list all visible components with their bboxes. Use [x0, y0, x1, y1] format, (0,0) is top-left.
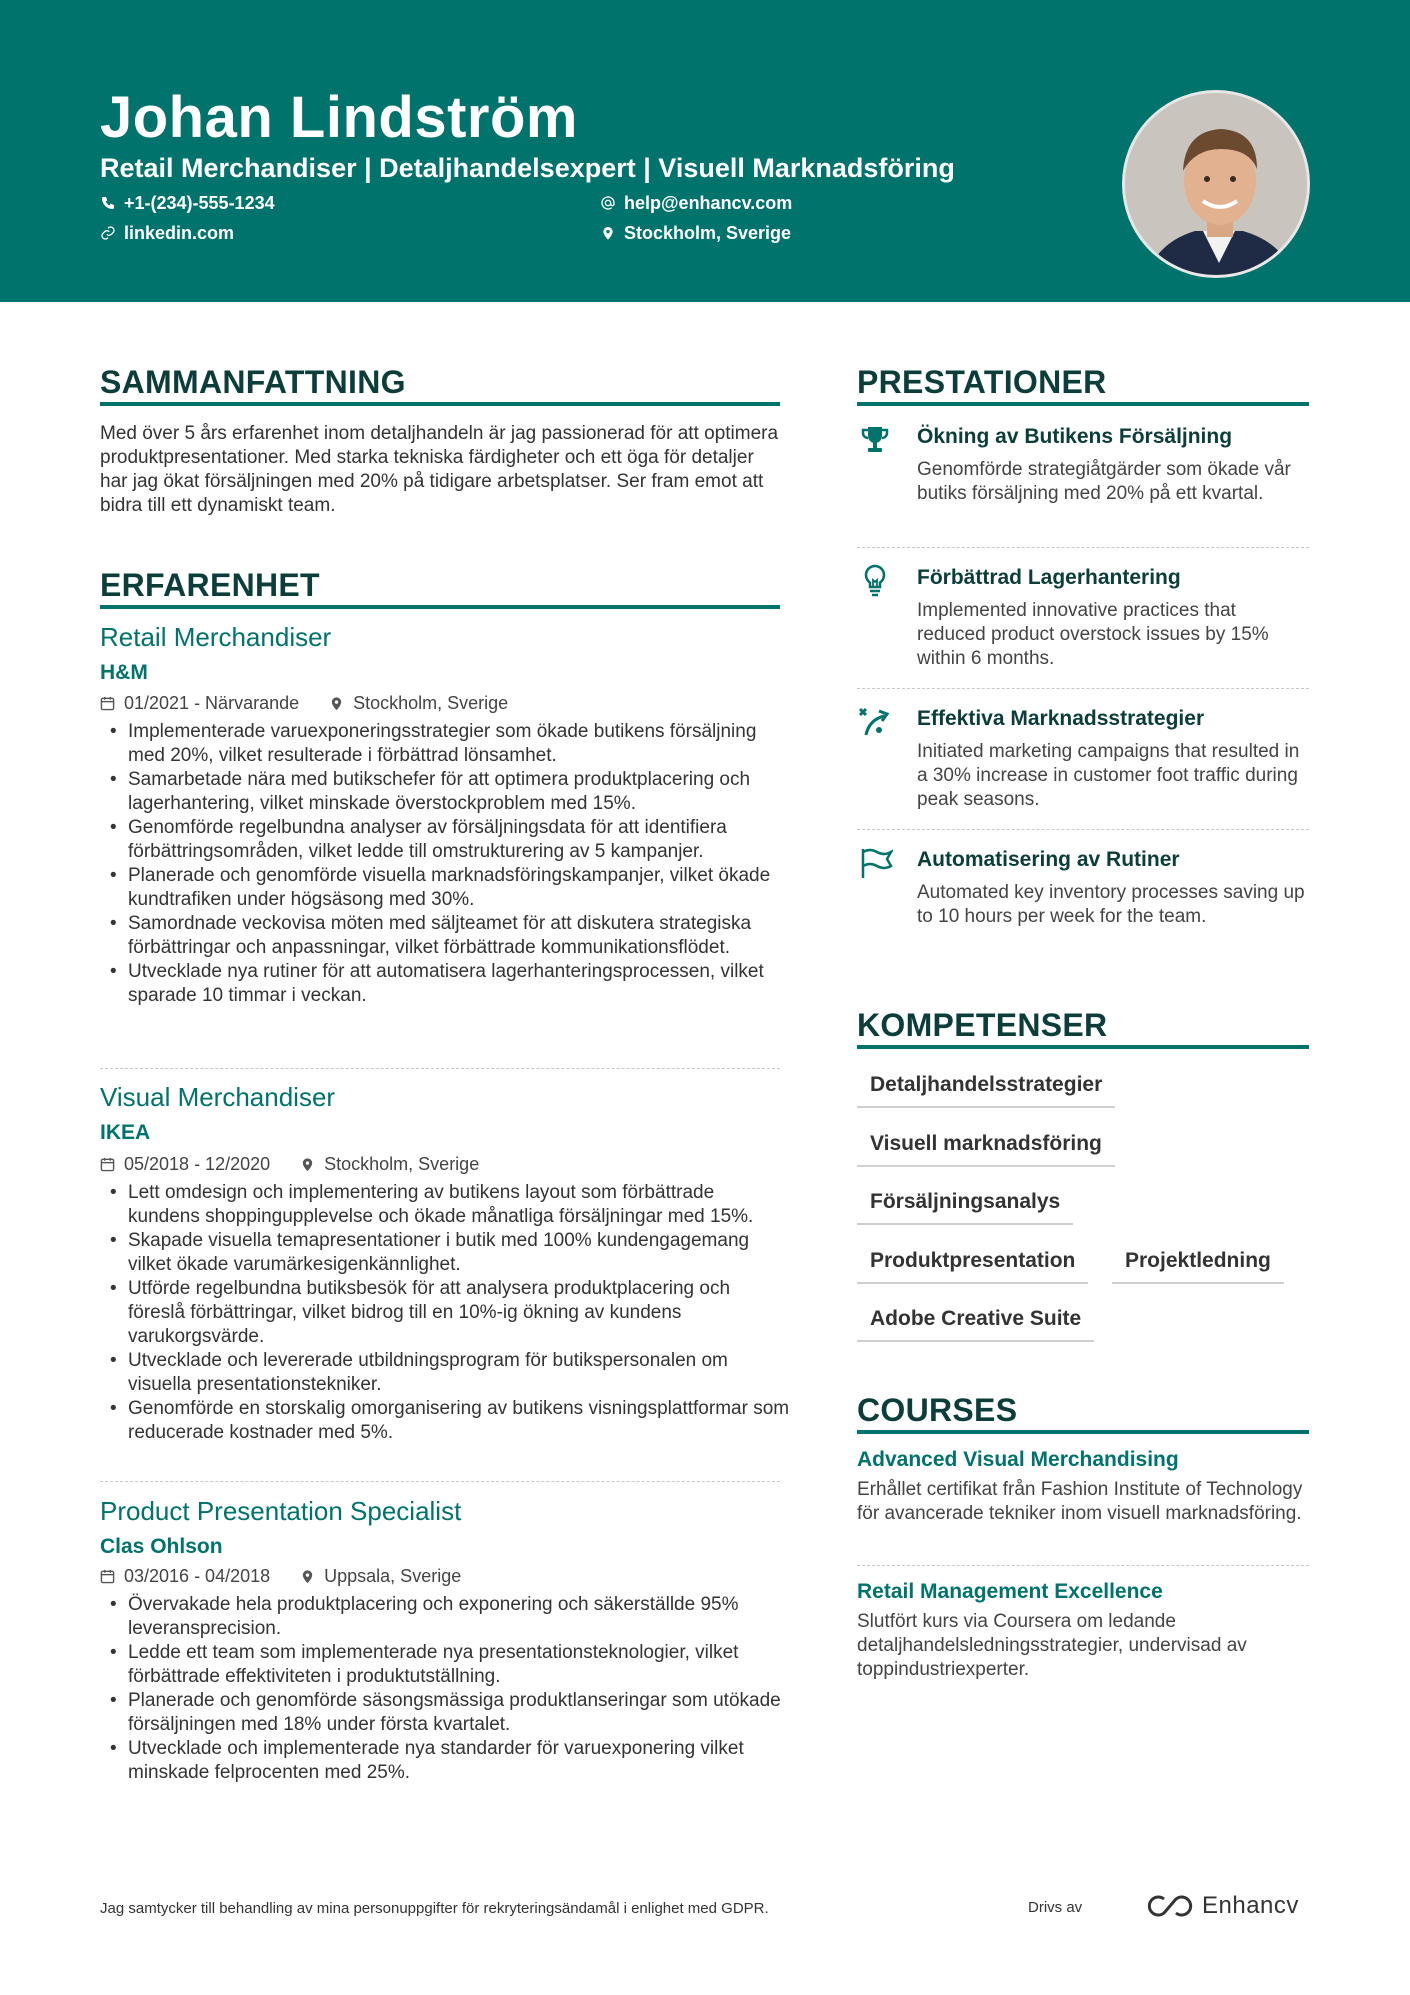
courses-heading: COURSES — [857, 1392, 1018, 1428]
achievement-item — [857, 704, 1309, 824]
location-pin-icon — [300, 1157, 315, 1172]
candidate-subtitle: Retail Merchandiser | Detaljhandelsexpert | Visuell Marknadsföring — [100, 153, 955, 183]
achievement-item — [857, 422, 1309, 542]
job-bullet: • Utvecklade och implementerade nya standarder för varuexponering vilket minskade felprocenten med 25%. — [100, 1737, 790, 1785]
job-bullet: • Samarbetade nära med butikschefer för att optimera produktplacering och lagerhantering, vilket minskade överstockproblem med 15%. — [100, 768, 790, 816]
candidate-name: Johan Lindström — [100, 85, 578, 150]
calendar-icon — [100, 696, 115, 711]
achievement-desc: Implemented innovative practices that reduced product overstock issues by 15% within 6 months. — [917, 600, 1269, 669]
phone-text: +1-(234)-555-1234 — [124, 193, 275, 213]
divider — [857, 688, 1309, 689]
job-bullet: • Samordnade veckovisa möten med säljteamet för att diskutera strategiska förbättringar och anpassningar, vilket förbättrade kommunikationsflödet. — [100, 912, 790, 960]
divider — [100, 1068, 780, 1069]
location-pin-icon — [300, 1569, 315, 1584]
resume-header — [0, 0, 1410, 302]
course-desc: Slutfört kurs via Coursera om ledande detaljhandelsledningsstrategier, undervisad av toppindustriexperter. — [857, 1611, 1247, 1680]
job-bullet: • Utvecklade nya rutiner för att automatisera lagerhanteringsprocessen, vilket sparade 10 timmar i veckan. — [100, 960, 790, 1008]
lightbulb-icon — [857, 563, 893, 599]
company-name: IKEA — [100, 1121, 151, 1144]
skill-tag: Detaljhandelsstrategier — [857, 1072, 1115, 1108]
skills-rule — [857, 1045, 1309, 1049]
location-text: Stockholm, Sverige — [624, 223, 792, 243]
enhancv-brand: Enhancv — [1202, 1892, 1299, 1919]
job-meta — [100, 692, 508, 714]
job-meta — [100, 1565, 461, 1587]
contact-linkedin[interactable] — [100, 221, 234, 245]
achievement-title: Effektiva Marknadsstrategier — [917, 707, 1205, 730]
profile-photo — [1125, 93, 1310, 278]
contact-phone — [100, 191, 275, 215]
contact-location — [600, 221, 791, 245]
job-bullet: • Implementerade varuexponeringsstrategier som ökade butikens försäljning med 20%, vilket resulterade i förbättrad lönsamhet. — [100, 720, 790, 768]
divider — [857, 829, 1309, 830]
job-dates: 05/2018 - 12/2020 — [124, 1154, 271, 1174]
achievement-title: Ökning av Butikens Försäljning — [917, 425, 1233, 448]
skill-tag: Produktpresentation — [857, 1248, 1088, 1284]
enhancv-logo[interactable] — [1146, 1892, 1299, 1920]
powered-by-label: Drivs av — [1028, 1899, 1083, 1916]
job-dates: 01/2021 - Närvarande — [124, 693, 300, 713]
course-title: Retail Management Excellence — [857, 1580, 1163, 1603]
achievement-desc: Initiated marketing campaigns that resulted in a 30% increase in customer foot traffic during peak seasons. — [917, 741, 1300, 810]
email-text[interactable]: help@enhancv.com — [624, 193, 793, 213]
course-title: Advanced Visual Merchandising — [857, 1448, 1179, 1471]
job-bullet: • Genomförde en storskalig omorganisering av butikens visningsplattformar som reducerade kostnader med 5%. — [100, 1397, 790, 1445]
at-icon — [600, 195, 616, 211]
skill-tag: Projektledning — [1112, 1248, 1284, 1284]
job-bullet: • Planerade och genomförde säsongsmässiga produktlanseringar som utökade försäljningen med 18% under första kvartalet. — [100, 1689, 790, 1737]
flag-icon — [857, 845, 893, 881]
job-meta — [100, 1153, 479, 1175]
divider — [857, 1565, 1309, 1566]
skill-tag: Adobe Creative Suite — [857, 1306, 1094, 1342]
summary-text: Med över 5 års erfarenhet inom detaljhandeln är jag passionerad för att optimera produktpresentationer. Med starka tekniska färdigheter och ett öga för detaljer har jag ökat försäljningen med 20% på tidigare arbetsplatser. Ser fram emot att bidra till ett dynamiskt team. — [100, 423, 779, 516]
divider — [857, 547, 1309, 548]
divider — [100, 1481, 780, 1482]
job-location: Stockholm, Sverige — [324, 1154, 480, 1174]
course-desc: Erhållet certifikat från Fashion Institute of Technology för avancerade tekniker inom visuell marknadsföring. — [857, 1479, 1303, 1524]
summary-rule — [100, 402, 780, 406]
experience-rule — [100, 605, 780, 609]
job-title: Visual Merchandiser — [100, 1082, 336, 1112]
phone-icon — [100, 195, 116, 211]
contact-email[interactable] — [600, 191, 792, 215]
job-bullet: • Planerade och genomförde visuella marknadsföringskampanjer, vilket ökade kundtrafiken under högsäsong med 30%. — [100, 864, 790, 912]
achievement-title: Förbättrad Lagerhantering — [917, 566, 1181, 589]
experience-heading: ERFARENHET — [100, 567, 320, 603]
linkedin-text[interactable]: linkedin.com — [124, 223, 235, 243]
job-bullet: • Ledde ett team som implementerade nya presentationsteknologier, vilket förbättrade effektiviteten i produktutställning. — [100, 1641, 790, 1689]
job-bullet: • Lett omdesign och implementering av butikens layout som förbättrade kundens shoppingupplevelse och ökade månatliga försäljningar med 15%. — [100, 1181, 790, 1229]
job-bullet: • Skapade visuella temapresentationer i butik med 100% kundengagemang vilket ökade varumärkesigenkännlighet. — [100, 1229, 790, 1277]
job-bullet: • Utvecklade och levererade utbildningsprogram för butikspersonalen om visuella presentationstekniker. — [100, 1349, 790, 1397]
enhancv-logo-icon — [1146, 1893, 1194, 1919]
gdpr-consent: Jag samtycker till behandling av mina personuppgifter för rekryteringsändamål i enlighet med GDPR. — [100, 1900, 769, 1917]
achievement-item — [857, 563, 1309, 683]
job-location: Uppsala, Sverige — [324, 1566, 462, 1586]
job-bullet: • Utförde regelbundna butiksbesök för att analysera produktplacering och föreslå förbättringar, vilket bidrog till en 10%-ig ökning av kundens varukorgsvärde. — [100, 1277, 790, 1349]
job-title: Retail Merchandiser — [100, 622, 332, 652]
job-location: Stockholm, Sverige — [353, 693, 509, 713]
achievements-heading: PRESTATIONER — [857, 364, 1107, 400]
calendar-icon — [100, 1157, 115, 1172]
job-dates: 03/2016 - 04/2018 — [124, 1566, 271, 1586]
job-bullet: • Genomförde regelbundna analyser av försäljningsdata för att identifiera förbättringsområden, vilket ledde till omstrukturering av 5 kampanjer. — [100, 816, 790, 864]
location-pin-icon — [600, 225, 616, 241]
location-pin-icon — [329, 696, 344, 711]
link-icon — [100, 225, 116, 241]
company-name: H&M — [100, 661, 148, 684]
skills-heading: KOMPETENSER — [857, 1007, 1108, 1043]
job-bullets — [100, 720, 790, 1008]
job-bullet: • Övervakade hela produktplacering och exponering och säkerställde 95% leveransprecision. — [100, 1593, 790, 1641]
achievement-desc: Automated key inventory processes saving up to 10 hours per week for the team. — [917, 882, 1305, 927]
job-bullets — [100, 1593, 790, 1785]
achievement-title: Automatisering av Rutiner — [917, 848, 1180, 871]
skill-tag: Försäljningsanalys — [857, 1189, 1073, 1225]
achievements-rule — [857, 402, 1309, 406]
company-name: Clas Ohlson — [100, 1535, 223, 1558]
summary-heading: SAMMANFATTNING — [100, 364, 406, 400]
courses-rule — [857, 1430, 1309, 1434]
skill-tag: Visuell marknadsföring — [857, 1131, 1115, 1167]
calendar-icon — [100, 1569, 115, 1584]
achievement-item — [857, 845, 1309, 965]
strategy-icon — [857, 704, 893, 740]
avatar — [1122, 90, 1310, 278]
job-title: Product Presentation Specialist — [100, 1496, 462, 1526]
job-bullets — [100, 1181, 790, 1445]
achievement-desc: Genomförde strategiåtgärder som ökade vår butiks försäljning med 20% på ett kvartal. — [917, 459, 1291, 504]
trophy-icon — [857, 422, 893, 458]
